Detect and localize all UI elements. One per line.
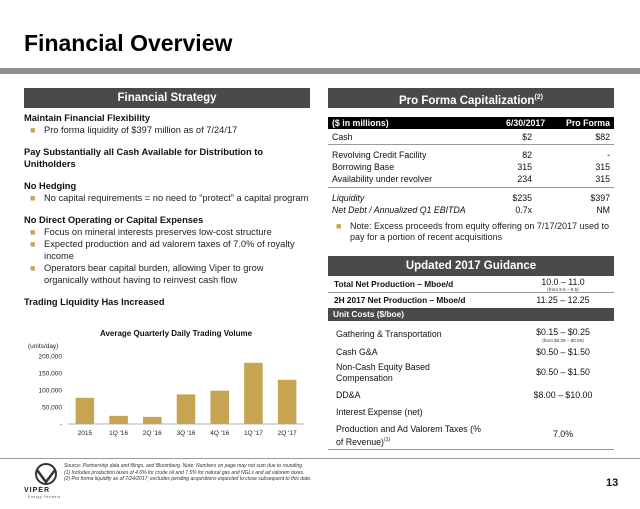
capitalization-header-text: Pro Forma Capitalization <box>398 94 535 107</box>
cost-value: $0.15 – $0.25 <box>536 327 590 337</box>
row-divider <box>328 144 614 145</box>
cap-row-value: $397 <box>590 193 610 203</box>
bullet-item <box>24 192 310 204</box>
unit-costs-header: Unit Costs ($/boe) <box>328 308 614 321</box>
row-divider <box>328 187 614 188</box>
footnote-1: (1) Includes production taxes of 4.6% for crude oil and 7.5% for natural gas and NGLs and ad valorem taxes. <box>64 469 305 476</box>
bullet-icon: ■ <box>30 239 36 249</box>
col-header: 6/30/2017 <box>506 118 546 128</box>
viper-logo-icon <box>26 462 66 488</box>
cap-row-value: $2 <box>522 132 532 142</box>
cap-row-label: Revolving Credit Facility <box>332 150 427 160</box>
col-header: ($ in millions) <box>332 118 389 128</box>
bar <box>143 417 162 424</box>
capitalization-table-header <box>328 117 614 129</box>
title-divider <box>0 68 640 74</box>
trading-volume-chart <box>24 340 314 440</box>
cost-label: Cash G&A <box>336 347 378 357</box>
cap-row-value: $82 <box>595 132 610 142</box>
guidance-row-value: 11.25 – 12.25 <box>536 295 590 305</box>
bullet-icon: ■ <box>30 125 36 135</box>
y-axis-label: (units/day) <box>28 343 59 350</box>
bar <box>109 416 128 424</box>
bullet-text: No capital requirements = no need to “protect” a capital program <box>44 193 309 203</box>
bullet-item <box>24 226 310 238</box>
cost-value: $0.50 – $1.50 <box>536 347 590 357</box>
cap-row-value: 0.7x <box>515 205 532 215</box>
page-number: 13 <box>606 477 619 489</box>
x-tick-label: 1Q '17 <box>243 430 263 437</box>
bullet-text: Focus on mineral interests preserves low-cost structure <box>44 227 272 237</box>
cap-row-value: 315 <box>517 162 532 172</box>
cap-row-value: 315 <box>595 174 610 184</box>
y-tick-label: 200,000 <box>38 353 62 361</box>
logo-subtext: Energy Partners <box>28 495 61 499</box>
section-heading: Pay Substantially all Cash Available for Distribution to Unitholders <box>24 147 264 169</box>
row-divider <box>328 292 614 293</box>
capitalization-header-sup: (2) <box>534 94 544 101</box>
financial-strategy-header: Financial Strategy <box>24 88 310 108</box>
cost-label: Non-Cash Equity Based Compensation <box>336 362 430 383</box>
bullet-icon: ■ <box>30 263 36 273</box>
page-title: Financial Overview <box>24 30 233 56</box>
footnote-2: (2) Pro forma liquidity as of 7/24/2017; excludes pending acquisitions expected to close subsequent to this date. <box>64 476 312 482</box>
bullet-text: Operators bear capital burden, allowing Viper to grow organically without having to reinvest cash flow <box>44 263 264 285</box>
cap-row-value: 315 <box>595 162 610 172</box>
chart-title: Average Quarterly Daily Trading Volume <box>99 329 253 338</box>
cap-row-value: - <box>607 150 610 160</box>
capitalization-note <box>330 221 614 243</box>
y-tick-label: 150,000 <box>38 370 62 378</box>
cap-row-value: 82 <box>522 150 532 160</box>
guidance-row-label: Total Net Production – Mboe/d <box>334 279 454 289</box>
cap-row-label: Borrowing Base <box>332 162 395 172</box>
cost-value: $8.00 – $10.00 <box>533 390 593 400</box>
x-tick-label: 2Q '16 <box>142 430 162 437</box>
cost-label: Interest Expense (net) <box>336 407 423 417</box>
bar <box>244 363 263 424</box>
y-tick-label: 100,000 <box>38 387 62 395</box>
x-tick-label: 1Q '16 <box>109 430 129 437</box>
section-heading: No Direct Operating or Capital Expenses <box>24 215 204 225</box>
x-tick-label: 4Q '16 <box>210 430 230 437</box>
bullet-text: Expected production and ad valorem taxes of 7.0% of royalty income <box>44 239 295 261</box>
cost-label-text: Production and Ad Valorem Taxes (% of Revenue) <box>336 424 481 447</box>
bar <box>210 391 229 424</box>
cap-row-label: Availability under revolver <box>332 174 433 184</box>
bullet-item <box>24 238 310 262</box>
footer-divider <box>0 458 640 459</box>
bullet-item <box>24 124 310 136</box>
section-heading: Trading Liquidity Has Increased <box>24 297 165 307</box>
logo-text: VIPER <box>24 487 51 494</box>
cap-row-value: $235 <box>512 193 532 203</box>
x-tick-label: 2015 <box>77 430 93 437</box>
guidance-header: Updated 2017 Guidance <box>328 256 614 276</box>
bar <box>177 394 196 424</box>
cost-label: DD&A <box>336 390 361 400</box>
bullet-icon: ■ <box>336 221 342 231</box>
note-text: Note: Excess proceeds from equity offering on 7/17/2017 used to pay for a portion of recent acquisitions <box>350 221 609 242</box>
section-heading: Maintain Financial Flexibility <box>24 113 151 123</box>
guidance-row-sub: (from 9.5 – 9.5) <box>547 287 579 292</box>
financial-strategy-content <box>24 112 310 308</box>
cap-row-value: NM <box>596 205 610 215</box>
table-bottom-rule <box>328 449 614 450</box>
cost-value: $0.50 – $1.50 <box>536 367 590 377</box>
cost-label <box>336 424 486 448</box>
x-tick-label: 2Q '17 <box>277 430 297 437</box>
guidance-row-label: 2H 2017 Net Production – Mboe/d <box>334 295 466 305</box>
col-header: Pro Forma <box>566 118 610 128</box>
cost-sub: (from $0.25 – $0.50) <box>542 338 584 343</box>
footnote-source: Source: Partnership data and filings, and Bloomberg. Note: Numbers on page may not sum due to rounding. <box>64 463 304 469</box>
bullet-icon: ■ <box>30 227 36 237</box>
x-tick-label: 3Q '16 <box>176 430 196 437</box>
y-tick-label: - <box>59 421 62 429</box>
guidance-row-value: 10.0 – 11.0 <box>541 277 585 287</box>
capitalization-header <box>328 88 614 108</box>
section-heading: No Hedging <box>24 181 77 191</box>
bullet-text: Pro forma liquidity of $397 million as of 7/24/17 <box>44 125 238 135</box>
cost-value: 7.0% <box>552 429 574 439</box>
bar <box>76 398 95 424</box>
cap-row-value: 234 <box>517 174 532 184</box>
bar <box>278 380 297 424</box>
cap-row-label: Net Debt / Annualized Q1 EBITDA <box>332 205 466 215</box>
bullet-item <box>24 262 310 286</box>
bullet-icon: ■ <box>30 193 36 203</box>
cost-label-sup: (1) <box>383 437 391 443</box>
cost-label: Gathering & Transportation <box>336 329 442 339</box>
footnotes <box>64 463 584 483</box>
y-tick-label: 50,000 <box>42 404 62 412</box>
cap-row-label: Cash <box>332 132 353 142</box>
cap-row-label: Liquidity <box>332 193 365 203</box>
